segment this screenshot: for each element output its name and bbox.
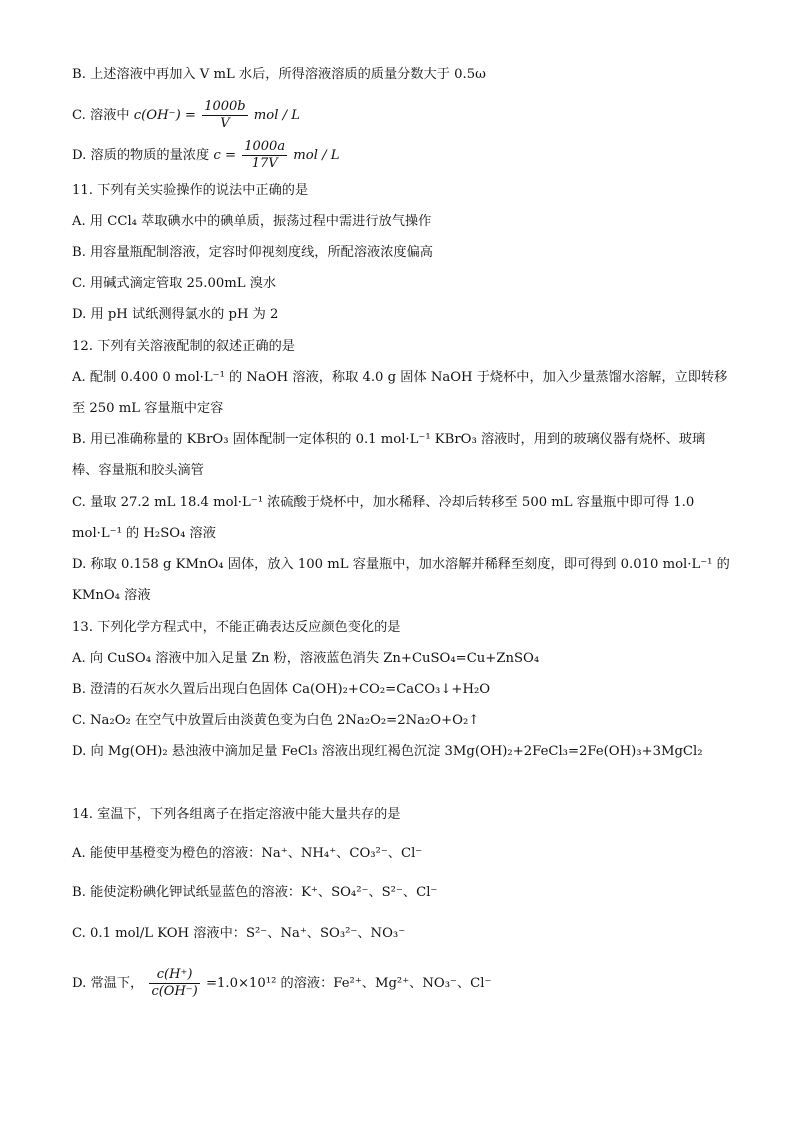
q10-option-c-numerator: 1000b [204, 99, 246, 114]
q12-option-a-line1: A. 配制 0.400 0 mol·L⁻¹ 的 NaOH 溶液，称取 4.0 g 固体 NaOH 于烧杯中，加入少量蒸馏水溶解，立即转移 [72, 370, 728, 385]
q10-option-b: B. 上述溶液中再加入 V mL 水后，所得溶液溶质的质量分数大于 0.5ω [72, 67, 486, 82]
q10-option-c-lhs: c(OH⁻) = [133, 108, 196, 123]
q14-option-b: B. 能使淀粉碘化钾试纸显蓝色的溶液：K⁺、SO₄²⁻、S²⁻、Cl⁻ [72, 885, 438, 900]
q14-option-d-denominator: c(OH⁻) [151, 984, 198, 999]
q10-option-d-fraction [242, 139, 287, 172]
q13-option-c: C. Na₂O₂ 在空气中放置后由淡黄色变为白色 2Na₂O₂=2Na₂O+O₂↑ [72, 713, 480, 728]
q13-stem: 13. 下列化学方程式中，不能正确表达反应颜色变化的是 [72, 620, 401, 635]
q10-option-c-denominator: V [220, 116, 230, 131]
q10-option-d-lhs: c = [213, 148, 237, 163]
q12-stem: 12. 下列有关溶液配制的叙述正确的是 [72, 339, 295, 354]
q12-option-a-line2: 至 250 mL 容量瓶中定容 [72, 401, 224, 416]
q12-option-d-line2: KMnO₄ 溶液 [72, 588, 151, 603]
q14-option-d-fraction [149, 967, 199, 1000]
q14-option-a: A. 能使甲基橙变为橙色的溶液：Na⁺、NH₄⁺、CO₃²⁻、Cl⁻ [72, 846, 423, 861]
q11-option-c: C. 用碱式滴定管取 25.00mL 溴水 [72, 276, 277, 291]
q14-option-d-suffix: =1.0×10¹² 的溶液：Fe²⁺、Mg²⁺、NO₃⁻、Cl⁻ [205, 976, 492, 991]
q14-option-d-prefix: D. 常温下， [72, 976, 144, 991]
q12-option-b-line2: 棒、容量瓶和胶头滴管 [72, 463, 204, 478]
q11-option-b: B. 用容量瓶配制溶液，定容时仰视刻度线，所配溶液浓度偏高 [72, 245, 433, 260]
q12-option-d-line1: D. 称取 0.158 g KMnO₄ 固体，放入 100 mL 容量瓶中，加水溶解并稀释至刻度，即可得到 0.010 mol·L⁻¹ 的 [72, 557, 730, 572]
q13-option-a: A. 向 CuSO₄ 溶液中加入足量 Zn 粉，溶液蓝色消失 Zn+CuSO₄=Cu+ZnSO₄ [72, 651, 540, 666]
q10-option-d-numerator: 1000a [244, 139, 286, 154]
q14-option-d-numerator: c(H⁺) [156, 967, 193, 982]
q10-option-c-fraction [202, 99, 247, 132]
q10-option-d [72, 138, 340, 174]
q11-option-d: D. 用 pH 试纸测得氯水的 pH 为 2 [72, 307, 279, 322]
q12-option-b-line1: B. 用已准确称量的 KBrO₃ 固体配制一定体积的 0.1 mol·L⁻¹ KBrO₃ 溶液时，用到的玻璃仪器有烧杯、玻璃 [72, 432, 706, 447]
q10-option-c [72, 98, 300, 134]
q12-option-c-line1: C. 量取 27.2 mL 18.4 mol·L⁻¹ 浓硫酸于烧杯中，加水稀释、冷却后转移至 500 mL 容量瓶中即可得 1.0 [72, 495, 695, 510]
q10-option-c-unit: mol / L [253, 108, 301, 123]
q14-option-d [72, 962, 491, 1006]
q11-stem: 11. 下列有关实验操作的说法中正确的是 [72, 183, 309, 198]
q13-option-d: D. 向 Mg(OH)₂ 悬浊液中滴加足量 FeCl₃ 溶液出现红褐色沉淀 3Mg(OH)₂+2FeCl₃=2Fe(OH)₃+3MgCl₂ [72, 744, 703, 759]
q10-option-d-prefix: D. 溶质的物质的量浓度 [72, 148, 210, 163]
q10-option-d-denominator: 17V [251, 156, 278, 171]
q11-option-a: A. 用 CCl₄ 萃取碘水中的碘单质，振荡过程中需进行放气操作 [72, 214, 432, 229]
q12-option-c-line2: mol·L⁻¹ 的 H₂SO₄ 溶液 [72, 526, 216, 541]
q14-option-c: C. 0.1 mol/L KOH 溶液中：S²⁻、Na⁺、SO₃²⁻、NO₃⁻ [72, 926, 406, 941]
q10-option-c-prefix: C. 溶液中 [72, 108, 130, 123]
q10-option-d-unit: mol / L [293, 148, 340, 163]
q14-stem: 14. 室温下，下列各组离子在指定溶液中能大量共存的是 [72, 807, 401, 822]
q13-option-b: B. 澄清的石灰水久置后出现白色固体 Ca(OH)₂+CO₂=CaCO₃↓+H₂O [72, 682, 491, 697]
